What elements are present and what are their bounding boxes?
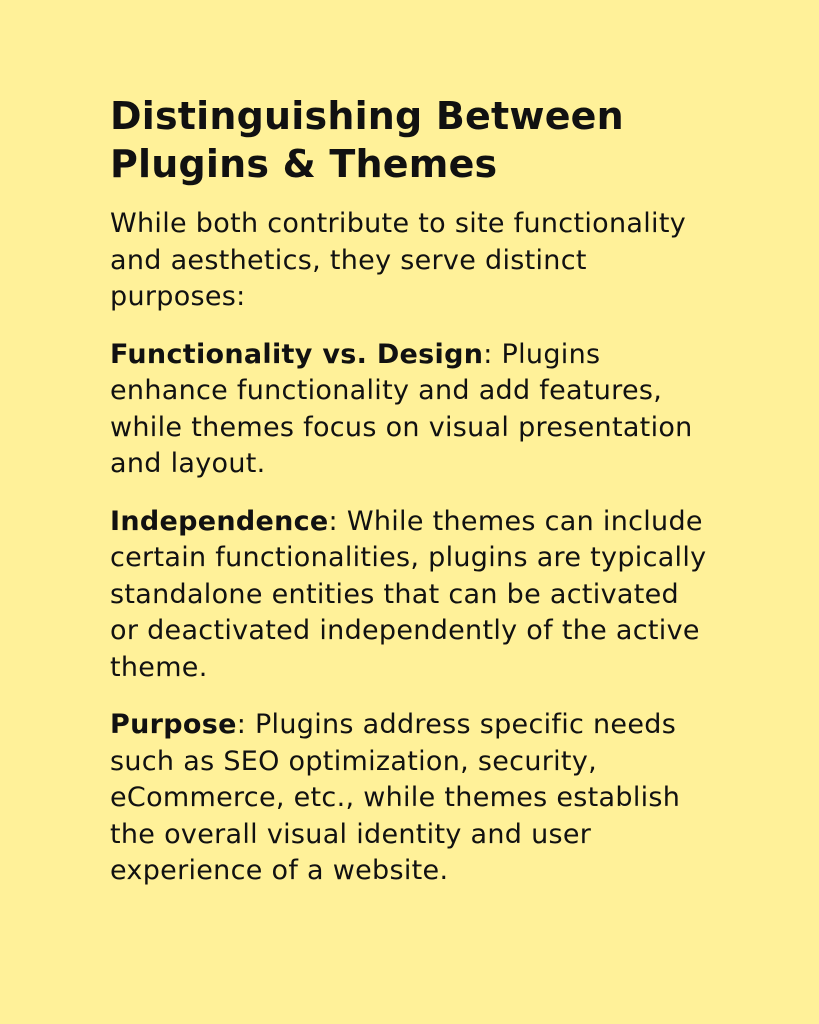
point-independence <box>110 504 710 687</box>
point-text: : While themes can include certain functionalities, plugins are typically standalone entities that can be activated or deactivated independently of the active theme. <box>110 505 707 683</box>
point-text: : Plugins address specific needs such as SEO optimization, security, eCommerce, etc., while themes establish the overall visual identity and user experience of a website. <box>110 709 681 886</box>
point-purpose <box>110 707 710 890</box>
point-term: Purpose <box>110 709 237 740</box>
point-functionality-vs-design <box>110 337 710 483</box>
intro-paragraph: While both contribute to site functionality and aesthetics, they serve distinct purposes: <box>110 208 686 312</box>
point-text: : Plugins enhance functionality and add features, while themes focus on visual presentation and layout. <box>110 338 693 479</box>
point-term: Functionality vs. Design <box>110 338 484 370</box>
page-title: Distinguishing Between Plugins & Themes <box>110 94 624 186</box>
point-term: Independence <box>110 505 329 537</box>
